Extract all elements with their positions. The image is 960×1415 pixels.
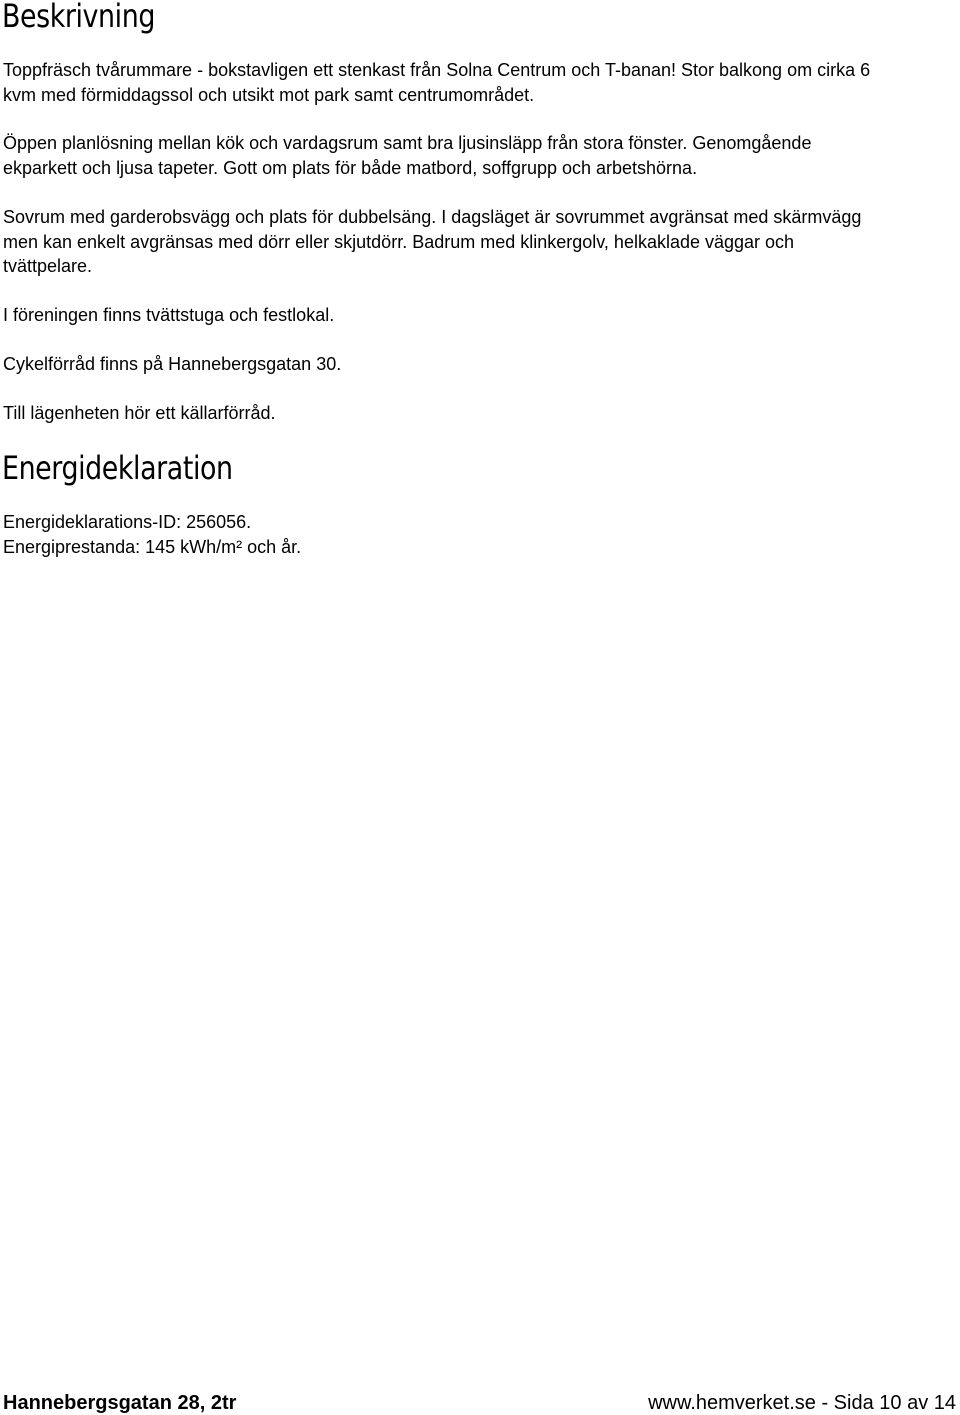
- paragraph-line: Öppen planlösning mellan kök och vardagsrum samt bra ljusinsläpp från stora fönster. Genomgående: [3, 133, 812, 153]
- description-paragraph: [3, 58, 953, 107]
- paragraph-line: I föreningen finns tvättstuga och festlokal.: [3, 305, 335, 325]
- footer-page-info: www.hemverket.se - Sida 10 av 14: [648, 1392, 956, 1414]
- energy-performance-line: Energiprestanda: 145 kWh/m² och år.: [3, 536, 302, 557]
- paragraph-line: Toppfräsch tvårummare - bokstavligen ett stenkast från Solna Centrum och T-banan! Stor balkong om cirka 6: [3, 60, 871, 80]
- description-paragraph: [3, 205, 953, 279]
- description-paragraph: [3, 352, 953, 377]
- energy-heading: Energideklaration: [2, 449, 233, 487]
- description-heading: Beskrivning: [2, 0, 155, 35]
- description-paragraph: [3, 303, 953, 328]
- description-paragraph: [3, 401, 953, 426]
- description-paragraph: [3, 131, 953, 180]
- paragraph-line: Sovrum med garderobsvägg och plats för dubbelsäng. I dagsläget är sovrummet avgränsat med skärmvägg: [3, 207, 862, 227]
- energy-id-line: Energideklarations-ID: 256056.: [3, 512, 252, 532]
- paragraph-line: Cykelförråd finns på Hannebergsgatan 30.: [3, 354, 342, 374]
- energy-details: [3, 510, 953, 559]
- footer-address: Hannebergsgatan 28, 2tr: [3, 1392, 237, 1414]
- paragraph-line: tvättpelare.: [3, 256, 93, 276]
- paragraph-line: men kan enkelt avgränsas med dörr eller skjutdörr. Badrum med klinkergolv, helkaklade väggar och: [3, 231, 795, 252]
- paragraph-line: ekparkett och ljusa tapeter. Gott om plats för både matbord, soffgrupp och arbetshörna.: [3, 157, 698, 178]
- paragraph-line: kvm med förmiddagssol och utsikt mot park samt centrumområdet.: [3, 84, 535, 105]
- page-footer: [0, 1388, 960, 1414]
- paragraph-line: Till lägenheten hör ett källarförråd.: [3, 403, 276, 423]
